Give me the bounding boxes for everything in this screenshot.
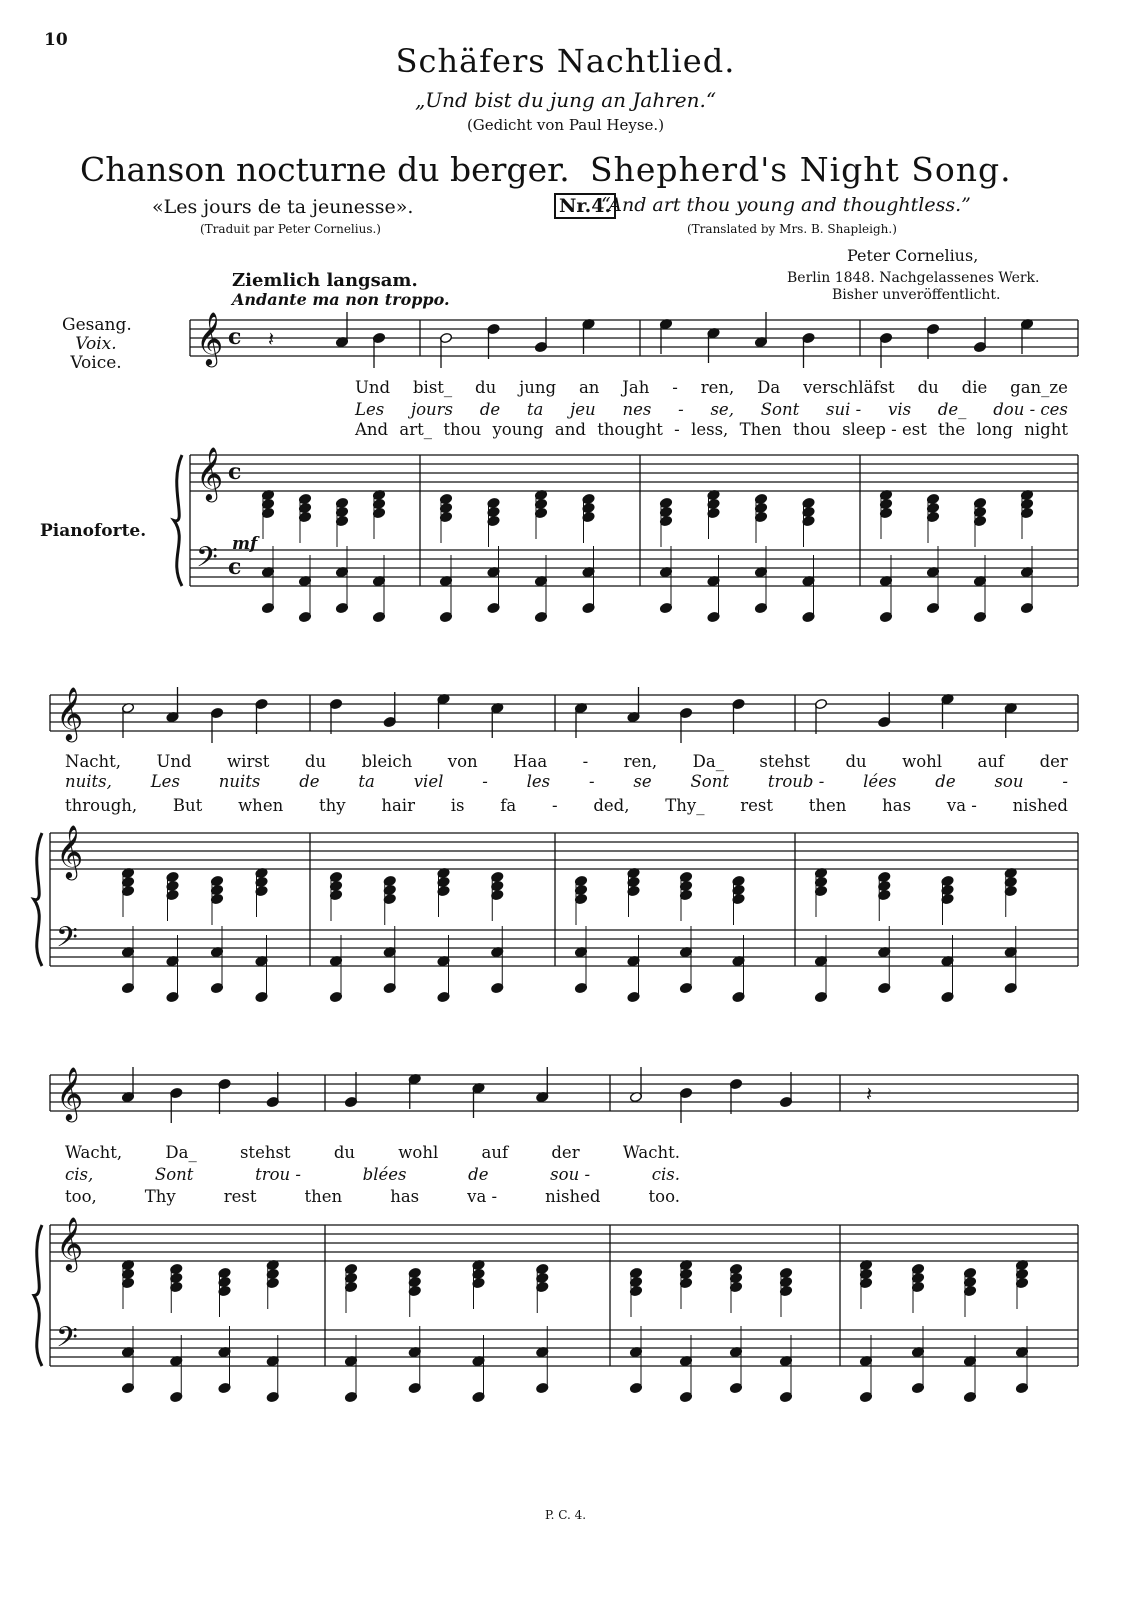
lyric-syllable: the <box>938 420 966 439</box>
poet-credit: (Gedicht von Paul Heyse.) <box>466 116 665 134</box>
lyric-syllable: ta <box>358 772 375 791</box>
subtitle-french: «Les jours de ta jeunesse». <box>152 196 414 218</box>
lyric-syllable: gan_ze <box>1010 378 1068 397</box>
lyric-syllable: bleich <box>361 752 413 771</box>
lyric-syllable: ren, <box>623 752 658 771</box>
lyric-syllable: rest <box>223 1187 257 1206</box>
lyric-line-fr <box>355 400 1068 419</box>
lyric-syllable: du <box>304 752 327 771</box>
lyric-syllable: trou - <box>255 1165 301 1184</box>
lyric-syllable: night <box>1024 420 1068 439</box>
treble-clef: 𝄞 <box>56 1216 84 1270</box>
lyric-syllable: when <box>238 796 284 815</box>
lyric-syllable: And <box>355 420 389 439</box>
lyric-syllable: der <box>1039 752 1068 771</box>
lyric-syllable: sui - <box>826 400 862 419</box>
lyric-syllable: then <box>304 1187 343 1206</box>
lyric-syllable: wohl <box>398 1143 439 1162</box>
lyric-syllable: les <box>526 772 551 791</box>
bass-clef: 𝄢 <box>56 1321 78 1361</box>
lyric-syllable: Les <box>150 772 180 791</box>
lyric-syllable: sou <box>994 772 1024 791</box>
page-number: 10 <box>44 30 68 50</box>
lyric-syllable: - <box>482 772 488 791</box>
dynamic-mark: mf <box>232 534 258 554</box>
subtitle-german: „Und bist du jung an Jahren.“ <box>414 88 717 112</box>
lyric-syllable: se <box>633 772 652 791</box>
lyric-syllable: stehst <box>239 1143 291 1162</box>
voice-staff <box>190 320 1078 356</box>
subtitle-english: “And art thou young and thoughtless.” <box>601 194 971 216</box>
lyric-syllable: du <box>475 378 497 397</box>
lyric-syllable: blées <box>362 1165 407 1184</box>
voice-label-fr: Voix. <box>75 334 117 354</box>
lyric-line-en <box>65 1187 680 1206</box>
lyric-syllable: Les <box>355 400 385 419</box>
lyric-syllable: sou - <box>550 1165 591 1184</box>
lyric-line-de <box>65 1143 680 1162</box>
lyric-syllable: - <box>672 378 678 397</box>
voice-label-en: Voice. <box>70 353 122 373</box>
lyric-syllable: ren, <box>700 378 735 397</box>
lyric-syllable: But <box>172 796 203 815</box>
lyric-syllable: fa <box>500 796 517 815</box>
lyric-syllable: - <box>1062 772 1068 791</box>
lyric-syllable: thou <box>792 420 831 439</box>
lyric-line-de <box>355 378 1068 397</box>
lyric-syllable: viel <box>413 772 444 791</box>
lyric-syllable: young <box>492 420 544 439</box>
lyric-syllable: wohl <box>902 752 943 771</box>
piano-bass-staff <box>50 1330 1078 1366</box>
time-signature: c <box>228 554 242 580</box>
lyric-syllable: von <box>447 752 478 771</box>
lyric-syllable: vis <box>888 400 912 419</box>
lyric-syllable: rest <box>740 796 773 815</box>
lyric-syllable: der <box>551 1143 580 1162</box>
lyric-syllable: Jah <box>622 378 650 397</box>
lyric-syllable: sleep - est <box>842 420 927 439</box>
lyric-syllable: art_ <box>399 420 433 439</box>
treble-clef: 𝄞 <box>56 1066 84 1120</box>
composer-note-1: Berlin 1848. Nachgelassenes Werk. <box>787 270 1040 286</box>
treble-clef: 𝄞 <box>56 686 84 740</box>
piano-brace <box>174 455 182 586</box>
lyric-syllable: an <box>578 378 600 397</box>
lyric-syllable: thy <box>318 796 346 815</box>
voice-staff <box>50 1075 1078 1111</box>
tempo-marking-italian: Andante ma non troppo. <box>232 290 450 309</box>
lyric-syllable: de <box>299 772 320 791</box>
lyric-syllable: Und <box>355 378 391 397</box>
translator-french: (Traduit par Peter Cornelius.) <box>200 222 381 236</box>
plate-number: P. C. 4. <box>544 1508 587 1522</box>
piano-brace <box>34 1225 42 1366</box>
lyric-syllable: hair <box>381 796 415 815</box>
lyric-syllable: and <box>554 420 586 439</box>
song-number-box: Nr.4. <box>554 193 616 219</box>
lyric-syllable: va - <box>946 796 977 815</box>
lyric-line-en <box>65 796 1068 815</box>
lyric-syllable: Da_ <box>165 1143 197 1162</box>
title-german: Schäfers Nachtlied. <box>395 42 736 80</box>
lyric-syllable: Da_ <box>692 752 724 771</box>
lyric-syllable: wirst <box>227 752 270 771</box>
lyric-syllable: has <box>390 1187 420 1206</box>
voice-label-de: Gesang. <box>62 315 132 335</box>
lyric-syllable: cis. <box>651 1165 680 1184</box>
lyric-syllable: jours <box>410 400 454 419</box>
lyric-syllable: nuits, <box>65 772 112 791</box>
piano-treble-staff <box>190 455 1078 491</box>
lyric-syllable: bist_ <box>412 378 453 397</box>
composer-note-2: Bisher unveröffentlicht. <box>832 287 1001 303</box>
lyric-syllable: Da <box>757 378 781 397</box>
lyric-syllable: too. <box>648 1187 680 1206</box>
lyric-syllable: auf <box>977 752 1005 771</box>
lyric-syllable: troub - <box>767 772 825 791</box>
lyric-syllable: - <box>582 752 589 771</box>
rest: 𝄽 <box>268 327 275 351</box>
lyric-syllable: verschläfst <box>803 378 895 397</box>
piano-treble-staff <box>50 1225 1078 1261</box>
tempo-marking: Ziemlich langsam. <box>232 270 418 291</box>
treble-clef: 𝄞 <box>56 824 84 878</box>
lyric-syllable: de <box>935 772 956 791</box>
lyric-syllable: thought <box>597 420 663 439</box>
voice-staff <box>50 695 1078 731</box>
lyric-syllable: de <box>468 1165 489 1184</box>
piano-treble-staff <box>50 833 1078 869</box>
time-signature: c <box>228 459 242 485</box>
title-english: Shepherd's Night Song. <box>590 150 1012 189</box>
lyric-syllable: nuits <box>218 772 261 791</box>
piano-bass-staff <box>50 930 1078 966</box>
lyric-syllable: nished <box>545 1187 601 1206</box>
lyric-syllable: Haa <box>513 752 548 771</box>
lyric-syllable: de <box>479 400 501 419</box>
lyric-syllable: jeu <box>570 400 596 419</box>
lyric-syllable: du <box>333 1143 356 1162</box>
lyric-syllable: auf <box>481 1143 509 1162</box>
lyric-syllable: nes <box>622 400 652 419</box>
translator-english: (Translated by Mrs. B. Shapleigh.) <box>687 222 897 236</box>
lyric-line-fr <box>65 772 1068 791</box>
lyric-syllable: thou <box>443 420 482 439</box>
piano-label: Pianoforte. <box>40 521 147 541</box>
lyric-line-fr <box>65 1165 680 1184</box>
lyric-syllable: - <box>589 772 595 791</box>
lyric-syllable: se, <box>710 400 734 419</box>
title-french: Chanson nocturne du berger. <box>80 150 570 189</box>
lyric-syllable: - <box>678 400 684 419</box>
lyric-syllable: then <box>808 796 847 815</box>
lyric-syllable: too, <box>65 1187 97 1206</box>
lyric-syllable: lées <box>863 772 897 791</box>
lyric-syllable: Wacht. <box>622 1143 680 1162</box>
lyric-line-de <box>65 752 1068 771</box>
piano-brace <box>34 833 42 966</box>
lyric-syllable: Thy <box>144 1187 176 1206</box>
lyric-line-en <box>355 420 1068 439</box>
lyric-syllable: Nacht, <box>65 752 122 771</box>
lyric-syllable: through, <box>65 796 138 815</box>
lyric-syllable: is <box>450 796 465 815</box>
lyric-syllable: jung <box>519 378 557 397</box>
composer: Peter Cornelius, <box>847 246 979 265</box>
lyric-syllable: du <box>917 378 939 397</box>
bass-clef: 𝄢 <box>196 541 218 581</box>
lyric-syllable: Wacht, <box>65 1143 123 1162</box>
time-signature: c <box>228 324 242 350</box>
lyric-syllable: Sont <box>690 772 729 791</box>
lyric-syllable: stehst <box>759 752 811 771</box>
lyric-syllable: du <box>845 752 867 771</box>
lyric-syllable: ded, <box>593 796 630 815</box>
lyric-syllable: nished <box>1012 796 1068 815</box>
treble-clef: 𝄞 <box>196 446 224 500</box>
lyric-syllable: de_ <box>937 400 967 419</box>
lyric-syllable: - <box>674 420 680 439</box>
lyric-syllable: less, <box>691 420 729 439</box>
bass-clef: 𝄢 <box>56 921 78 961</box>
lyric-syllable: cis, <box>65 1165 94 1184</box>
lyric-syllable: long <box>976 420 1013 439</box>
lyric-syllable: Sont <box>760 400 800 419</box>
treble-clef: 𝄞 <box>196 311 224 365</box>
rest: 𝄽 <box>866 1082 873 1106</box>
lyric-syllable: has <box>882 796 912 815</box>
lyric-syllable: ta <box>526 400 544 419</box>
lyric-syllable: va - <box>467 1187 498 1206</box>
lyric-syllable: die <box>961 378 988 397</box>
lyric-syllable: Thy_ <box>665 796 705 815</box>
lyric-syllable: Sont <box>154 1165 194 1184</box>
lyric-syllable: - <box>551 796 558 815</box>
lyric-syllable: Then <box>739 420 782 439</box>
lyric-syllable: Und <box>156 752 192 771</box>
lyric-syllable: dou - ces <box>993 400 1068 419</box>
piano-bass-staff <box>190 550 1078 586</box>
